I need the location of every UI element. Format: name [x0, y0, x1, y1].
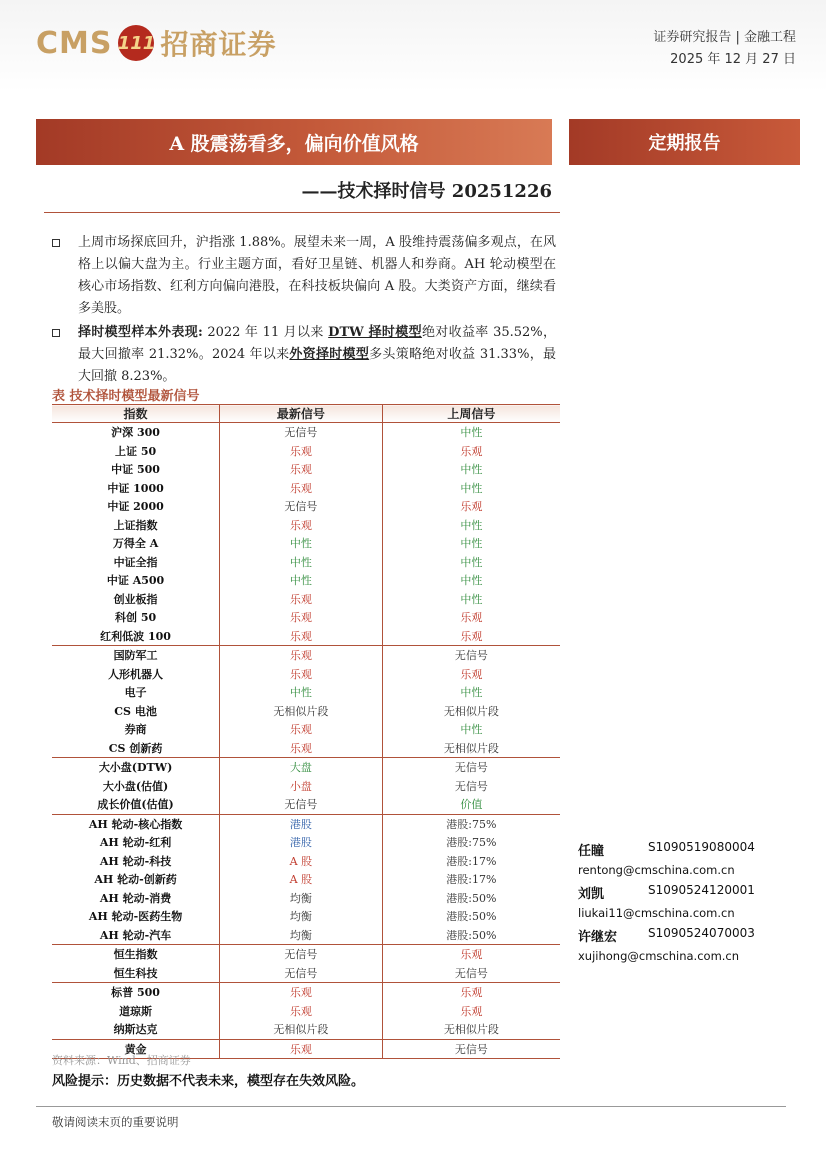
latest-signal: 中性 [220, 553, 383, 572]
table-row [52, 758, 560, 777]
index-name: 道琼斯 [119, 1004, 153, 1018]
analyst-list [578, 840, 808, 969]
bullet-1-text: 上周市场探底回升，沪指涨 1.88%。展望未来一周，A 股维持震荡偏多观点，在风格上以偏大盘为主。行业主题方面，看好卫星链、机器人和券商。AH 轮动模型在核心市场指数、红利方向偏向港股，在科技板块偏向 A 股。大类资产方面，继续看多美股。 [78, 235, 556, 316]
bullet-square-icon [52, 239, 60, 247]
index-name: 创业板指 [113, 592, 158, 606]
previous-signal: 乐观 [382, 665, 560, 684]
latest-signal: 无相似片段 [220, 702, 383, 721]
latest-signal: 大盘 [220, 758, 383, 777]
footer-divider [36, 1106, 786, 1107]
latest-signal: 中性 [220, 683, 383, 702]
table-row [52, 553, 560, 572]
table-row [52, 1020, 560, 1039]
analyst-entry [578, 840, 808, 877]
previous-signal: 港股:50% [382, 926, 560, 945]
previous-signal: 无相似片段 [382, 702, 560, 721]
index-name: CS 创新药 [108, 741, 163, 755]
report-subtitle: ——技术择时信号 20251226 [301, 181, 552, 202]
index-name: 中证 500 [111, 463, 160, 477]
table-row [52, 852, 560, 871]
latest-signal: 乐观 [220, 516, 383, 535]
previous-signal: 乐观 [382, 497, 560, 516]
latest-signal: 乐观 [220, 590, 383, 609]
previous-signal: 中性 [382, 460, 560, 479]
table-row [52, 739, 560, 758]
previous-signal: 中性 [382, 423, 560, 442]
index-name: 中证全指 [113, 555, 158, 569]
index-name: 标普 500 [52, 983, 220, 1002]
index-name: AH 轮动-医药生物 [88, 910, 183, 924]
previous-signal: 无信号 [382, 964, 560, 983]
index-name: 券商 [124, 723, 147, 737]
logo-chinese: 招商证券 [160, 28, 277, 61]
table-row [52, 889, 560, 908]
previous-signal: 中性 [382, 479, 560, 498]
index-name: AH 轮动-创新药 [94, 873, 177, 887]
index-name: 恒生科技 [113, 966, 158, 980]
latest-signal: 乐观 [220, 479, 383, 498]
previous-signal: 中性 [382, 534, 560, 553]
previous-signal: 港股:50% [382, 889, 560, 908]
table-row [52, 627, 560, 646]
previous-signal: 乐观 [382, 442, 560, 461]
previous-signal: 无信号 [382, 777, 560, 796]
report-title: A 股震荡看多，偏向价值风格 [36, 119, 552, 165]
analyst-entry [578, 926, 808, 963]
table-row [52, 534, 560, 553]
report-category: 证券研究报告 | 金融工程 [653, 30, 796, 45]
previous-signal: 港股:75% [382, 814, 560, 833]
latest-signal: 无信号 [220, 423, 383, 442]
latest-signal: 乐观 [220, 665, 383, 684]
latest-signal: 小盘 [220, 777, 383, 796]
title-divider [44, 212, 560, 213]
table-row [52, 814, 560, 833]
table-row [52, 777, 560, 796]
latest-signal: 港股 [220, 833, 383, 852]
index-name: AH 轮动-汽车 [99, 928, 172, 942]
previous-signal: 中性 [382, 553, 560, 572]
index-name: 科创 50 [114, 611, 157, 625]
table-row [52, 964, 560, 983]
latest-signal: 乐观 [220, 739, 383, 758]
header-latest: 最新信号 [220, 405, 383, 423]
bullet-2-part2: 绝对收益率 35.52%，最大回撤率 21.32%。2024 年以来 [78, 325, 556, 362]
latest-signal: 无信号 [220, 964, 383, 983]
latest-signal: 港股 [220, 814, 383, 833]
analyst-name: 任瞳 [578, 844, 605, 859]
table-title: 表 技术择时模型最新信号 [52, 389, 200, 404]
previous-signal: 乐观 [382, 945, 560, 964]
table-body [52, 423, 560, 1059]
index-name: 上证 50 [114, 444, 157, 458]
table-row [52, 665, 560, 684]
latest-signal: 中性 [220, 571, 383, 590]
table-row [52, 720, 560, 739]
previous-signal: 乐观 [382, 1002, 560, 1021]
index-name: AH 轮动-红利 [99, 836, 172, 850]
index-name: 大小盘(估值) [102, 779, 169, 793]
table-row [52, 795, 560, 814]
risk-warning: 风险提示：历史数据不代表未来，模型存在失效风险。 [52, 1074, 365, 1089]
table-row [52, 590, 560, 609]
latest-signal: 无信号 [220, 795, 383, 814]
table-row [52, 571, 560, 590]
summary-bullet-2 [52, 322, 556, 388]
table-row [52, 702, 560, 721]
analyst-name: 许继宏 [578, 930, 618, 945]
index-name: 国防军工 [52, 646, 220, 665]
previous-signal: 中性 [382, 590, 560, 609]
bullet-2-part1: 2022 年 11 月以来 [202, 325, 329, 340]
table-row [52, 460, 560, 479]
previous-signal: 价值 [382, 795, 560, 814]
latest-signal: 均衡 [220, 926, 383, 945]
previous-signal: 无信号 [382, 1039, 560, 1059]
table-row [52, 646, 560, 665]
table-row [52, 1002, 560, 1021]
previous-signal: 港股:17% [382, 870, 560, 889]
index-name: AH 轮动-核心指数 [52, 814, 220, 833]
table-row [52, 833, 560, 852]
index-name: 上证指数 [113, 518, 158, 532]
latest-signal: 均衡 [220, 889, 383, 908]
index-name: 黄金 [52, 1039, 220, 1059]
latest-signal: 乐观 [220, 720, 383, 739]
table-row [52, 479, 560, 498]
index-name: AH 轮动-科技 [99, 854, 172, 868]
table-source: 资料来源：Wind、招商证券 [52, 1054, 191, 1067]
latest-signal: 无信号 [220, 945, 383, 964]
previous-signal: 无信号 [382, 646, 560, 665]
index-name: 红利低波 100 [100, 629, 171, 643]
table-row [52, 683, 560, 702]
index-name: 万得全 A [112, 537, 159, 551]
table-row [52, 945, 560, 964]
latest-signal: A 股 [220, 870, 383, 889]
index-name: 中证 1000 [107, 481, 164, 495]
latest-signal: A 股 [220, 852, 383, 871]
report-type-badge: 定期报告 [569, 119, 800, 165]
previous-signal: 无相似片段 [382, 739, 560, 758]
logo-latin: CMS [36, 25, 113, 61]
index-name: 中证 2000 [107, 500, 164, 514]
index-name: 电子 [124, 686, 147, 700]
latest-signal: 中性 [220, 534, 383, 553]
latest-signal: 乐观 [220, 1002, 383, 1021]
table-row [52, 516, 560, 535]
report-date: 2025 年 12 月 27 日 [670, 52, 796, 67]
header-previous: 上周信号 [382, 405, 560, 423]
latest-signal: 乐观 [220, 646, 383, 665]
index-name: 中证 A500 [106, 574, 165, 588]
signal-table [52, 404, 560, 1059]
bullet-2-part3: 多头策略绝对收益 31.33%，最大回撤 8.23%。 [78, 347, 556, 384]
previous-signal: 乐观 [382, 983, 560, 1002]
table-row [52, 907, 560, 926]
table-row [52, 497, 560, 516]
index-name: 恒生指数 [52, 945, 220, 964]
foreign-model-link: 外资择时模型 [289, 347, 370, 362]
index-name: 大小盘(DTW) [52, 758, 220, 777]
table-row [52, 926, 560, 945]
latest-signal: 无信号 [220, 497, 383, 516]
previous-signal: 港股:50% [382, 907, 560, 926]
previous-signal: 乐观 [382, 608, 560, 627]
index-name: 人形机器人 [108, 667, 164, 681]
analyst-email[interactable]: rentong@cmschina.com.cn [578, 863, 735, 877]
index-name: AH 轮动-消费 [99, 891, 172, 905]
previous-signal: 港股:17% [382, 852, 560, 871]
latest-signal: 均衡 [220, 907, 383, 926]
table-header-row [52, 405, 560, 423]
index-name: 成长价值(估值) [97, 798, 174, 812]
index-name: CS 电池 [114, 704, 157, 718]
analyst-license: S1090524070003 [648, 926, 755, 940]
previous-signal: 中性 [382, 720, 560, 739]
previous-signal: 无信号 [382, 758, 560, 777]
analyst-email[interactable]: xujihong@cmschina.com.cn [578, 949, 740, 963]
company-logo [36, 22, 277, 64]
previous-signal: 无相似片段 [382, 1020, 560, 1039]
latest-signal: 乐观 [220, 460, 383, 479]
table-row [52, 608, 560, 627]
analyst-entry [578, 883, 808, 920]
analyst-name: 刘凯 [578, 887, 605, 902]
previous-signal: 港股:75% [382, 833, 560, 852]
table-row [52, 442, 560, 461]
index-name: 沪深 300 [52, 423, 220, 442]
latest-signal: 乐观 [220, 983, 383, 1002]
summary-bullet-1 [52, 232, 556, 320]
previous-signal: 中性 [382, 683, 560, 702]
latest-signal: 无相似片段 [220, 1020, 383, 1039]
dtw-model-link: DTW 择时模型 [328, 325, 422, 340]
header-index: 指数 [52, 405, 220, 423]
table-row [52, 983, 560, 1002]
table-row [52, 870, 560, 889]
bullet-2-lead: 择时模型样本外表现: [78, 325, 203, 340]
logo-badge-icon: 111 [118, 25, 154, 61]
summary-bullets [52, 232, 556, 390]
previous-signal: 中性 [382, 516, 560, 535]
header-meta [653, 27, 796, 71]
table-row [52, 423, 560, 442]
bullet-square-icon [52, 329, 60, 337]
footer-note: 敬请阅读末页的重要说明 [52, 1115, 179, 1129]
previous-signal: 乐观 [382, 627, 560, 646]
latest-signal: 乐观 [220, 1039, 383, 1059]
latest-signal: 乐观 [220, 442, 383, 461]
latest-signal: 乐观 [220, 608, 383, 627]
analyst-email[interactable]: liukai11@cmschina.com.cn [578, 906, 735, 920]
previous-signal: 中性 [382, 571, 560, 590]
latest-signal: 乐观 [220, 627, 383, 646]
analyst-license: S1090524120001 [648, 883, 755, 897]
index-name: 纳斯达克 [113, 1023, 158, 1037]
analyst-license: S1090519080004 [648, 840, 755, 854]
